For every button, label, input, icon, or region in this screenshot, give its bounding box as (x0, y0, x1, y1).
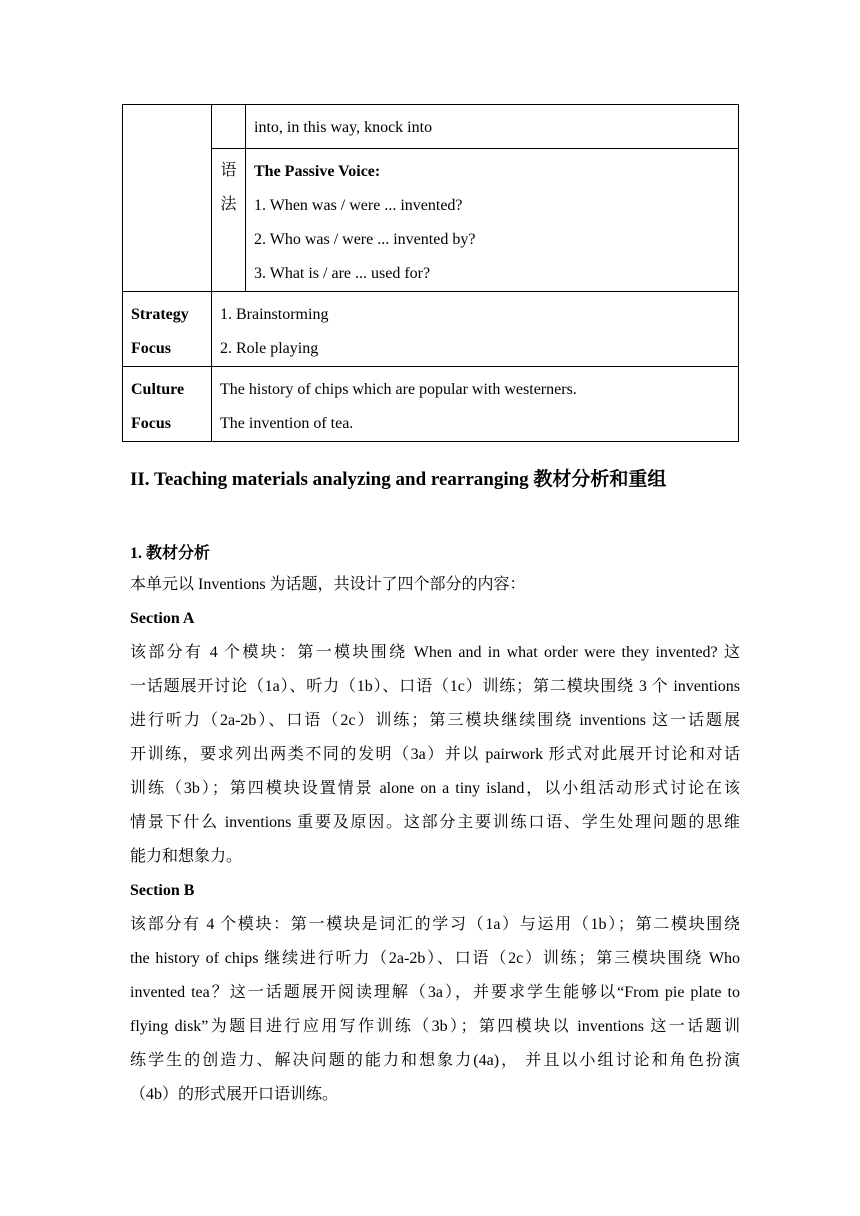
grammar-item: 1. When was / were ... invented? (254, 197, 463, 214)
section-a-line: 开训练，要求列出两类不同的发明（3a）并以 pairwork 形式对此展开讨论和对话 (130, 746, 740, 763)
vocab-continuation: into, in this way, knock into (254, 119, 433, 136)
culture-label-cell (123, 367, 212, 442)
section-a-title: Section A (130, 610, 195, 627)
culture-label-1: Culture (131, 381, 185, 398)
grammar-row (123, 149, 739, 292)
grammar-label-cell (212, 149, 246, 292)
section-a-line: 一话题展开讨论（1a）、听力（1b）、口语（1c）训练；第二模块围绕 3 个 inventions (130, 678, 740, 695)
section-a-line: 该部分有 4 个模块：第一模块围绕 When and in what order were they invented? 这 (130, 644, 740, 661)
grammar-label-2: 法 (220, 196, 237, 213)
section-b-line: 该部分有 4 个模块：第一模块是词汇的学习（1a）与运用（1b）；第二模块围绕 (130, 916, 740, 933)
strategy-row (123, 292, 739, 367)
unit-overview-table (122, 104, 739, 442)
section-a-line: 情景下什么 inventions 重要及原因。这部分主要训练口语、学生处理问题的思维 (130, 814, 740, 831)
culture-label-2: Focus (131, 415, 171, 432)
grammar-item: 2. Who was / were ... invented by? (254, 231, 476, 248)
culture-item: The invention of tea. (220, 415, 354, 432)
section-b-line: the history of chips 继续进行听力（2a-2b）、口语（2c）训练；第三模块围绕 Who (130, 950, 740, 967)
strategy-label-cell (123, 292, 212, 367)
section-a-line: 训练（3b）；第四模块设置情景 alone on a tiny island，以小组活动形式讨论在该 (130, 780, 740, 797)
strategy-cell (212, 292, 739, 367)
section-b-line: invented tea？这一话题展开阅读理解（3a），并要求学生能够以“From pie plate to (130, 984, 740, 1001)
section-b-line: flying disk”为题目进行应用写作训练（3b）；第四模块以 inventions 这一话题训 (130, 1018, 740, 1035)
section-a-line: 能力和想象力。 (130, 848, 243, 865)
empty-sublabel-cell (212, 105, 246, 149)
culture-item: The history of chips which are popular with westerners. (220, 381, 577, 398)
strategy-label-2: Focus (131, 340, 171, 357)
grammar-cell (246, 149, 739, 292)
strategy-label-1: Strategy (131, 306, 189, 323)
vocab-row (123, 105, 739, 149)
strategy-item: 2. Role playing (220, 340, 319, 357)
section-heading: II. Teaching materials analyzing and rearranging 教材分析和重组 (130, 469, 667, 490)
grammar-item: 3. What is / are ... used for? (254, 265, 431, 282)
analysis-body (130, 568, 740, 1112)
culture-cell (212, 367, 739, 442)
grammar-title: The Passive Voice: (254, 163, 381, 180)
section-b-line: 练学生的创造力、解决问题的能力和想象力(4a)， 并且以小组讨论和角色扮演 (130, 1052, 740, 1069)
culture-row (123, 367, 739, 442)
section-b-line: （4b）的形式展开口语训练。 (130, 1086, 339, 1103)
section-b-title: Section B (130, 882, 195, 899)
strategy-item: 1. Brainstorming (220, 306, 329, 323)
grammar-label-1: 语 (220, 162, 237, 179)
section-a-line: 进行听力（2a-2b）、口语（2c）训练；第三模块继续围绕 inventions 这一话题展 (130, 712, 740, 729)
empty-label-cell (123, 105, 212, 292)
intro-line: 本单元以 Inventions 为话题，共设计了四个部分的内容： (130, 576, 526, 593)
subsection-heading: 1. 教材分析 (130, 545, 211, 562)
vocab-cell (246, 105, 739, 149)
